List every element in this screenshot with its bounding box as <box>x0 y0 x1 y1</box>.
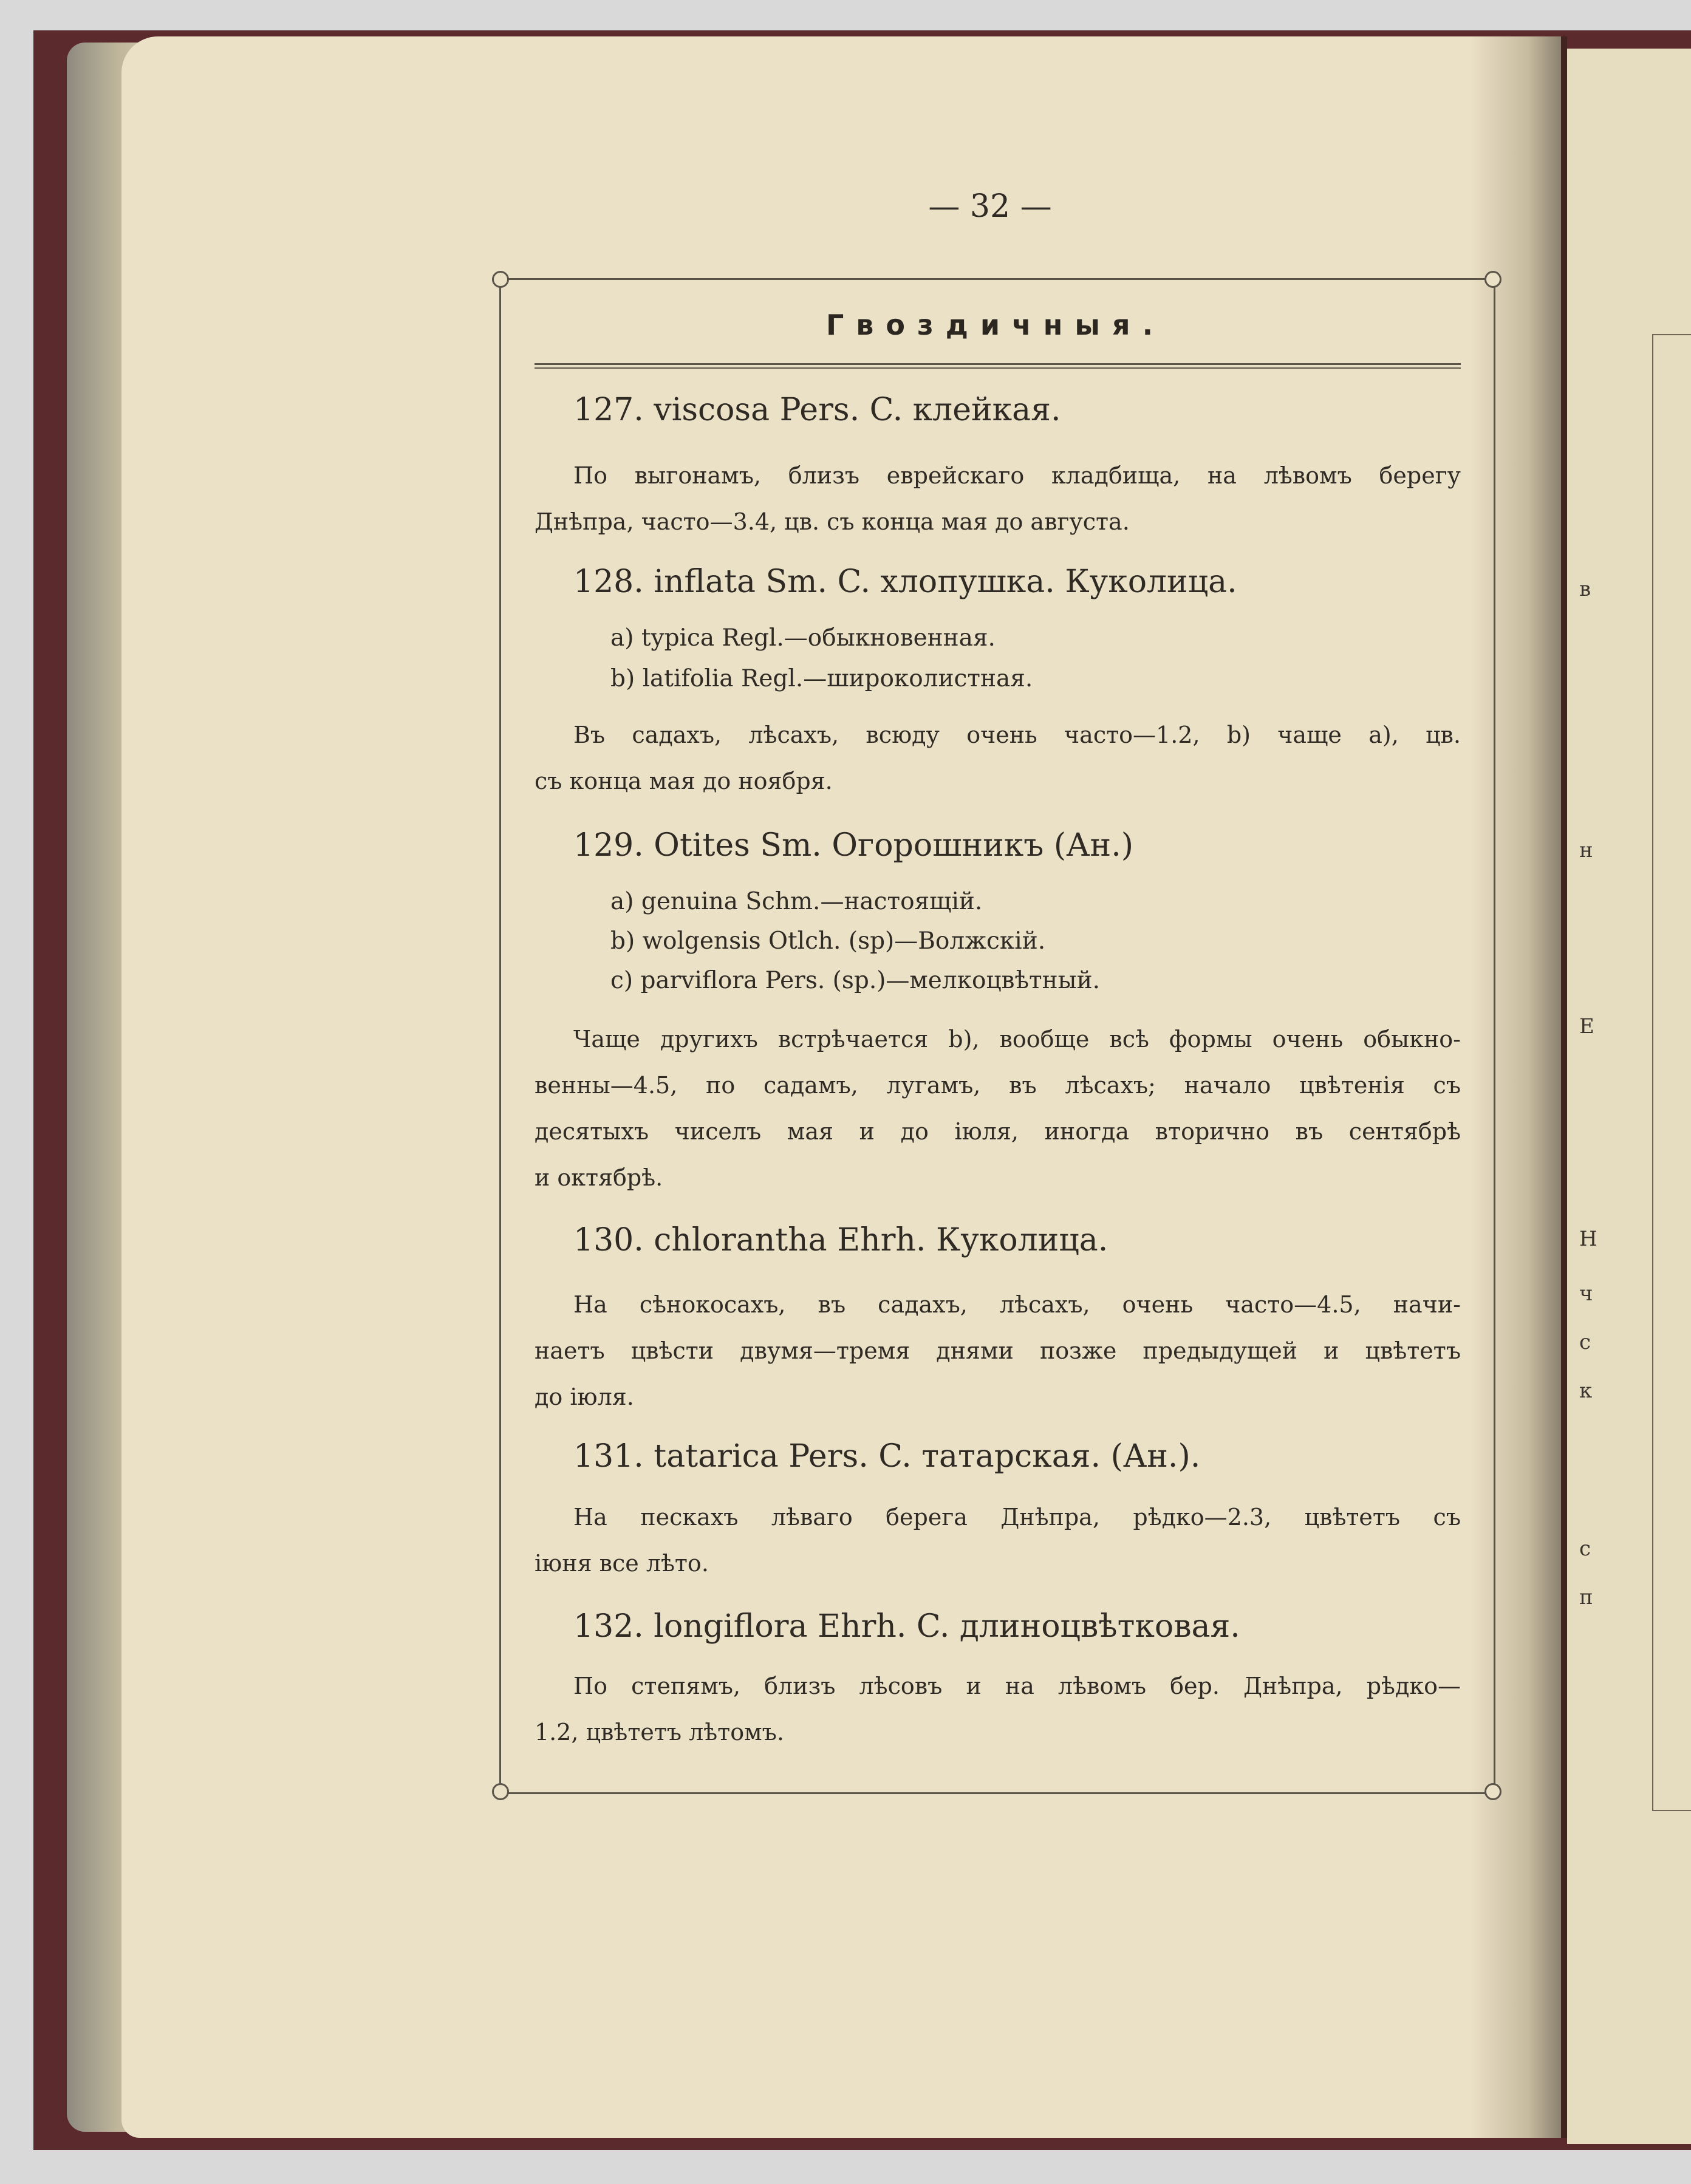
description-line: до іюля. <box>535 1384 634 1410</box>
description-line: Въ садахъ, лѣсахъ, всюду очень часто—1.2, b) чаще a), цв. <box>573 722 1461 748</box>
corner-ornament-icon <box>1484 271 1501 288</box>
description-line: десятыхъ чиселъ мая и до іюля, иногда вторично въ сентябрѣ <box>535 1118 1461 1145</box>
entry-description <box>535 452 1461 545</box>
entry-description <box>535 1663 1461 1755</box>
description-line: и октябрѣ. <box>535 1164 663 1191</box>
next-page-edge <box>1567 49 1691 2144</box>
description-line: венны—4.5, по садамъ, лугамъ, въ лѣсахъ; начало цвѣтенія съ <box>535 1072 1461 1099</box>
next-page-fragment: ч <box>1579 1281 1593 1306</box>
description-line: На пескахъ лѣваго берега Днѣпра, рѣдко—2.3, цвѣтетъ съ <box>573 1504 1461 1531</box>
next-page-fragment: п <box>1579 1585 1593 1609</box>
description-line: 1.2, цвѣтетъ лѣтомъ. <box>535 1719 784 1745</box>
next-page-frame-side <box>1652 334 1653 1810</box>
corner-ornament-icon <box>492 271 509 288</box>
corner-ornament-icon <box>492 1783 509 1800</box>
description-line: По выгонамъ, близъ еврейскаго кладбища, на лѣвомъ берегу <box>573 462 1461 489</box>
entry-variety: c) parviflora Pers. (sp.)—мелкоцвѣтный. <box>610 967 1101 994</box>
section-heading: Гвоздичныя. <box>825 309 1166 341</box>
description-line: наетъ цвѣсти двумя—тремя днями позже предыдущей и цвѣтетъ <box>535 1337 1461 1364</box>
heading-rule <box>535 363 1461 369</box>
entry-title: 130. chlorantha Ehrh. Куколица. <box>573 1222 1109 1258</box>
entry-variety: b) wolgensis Otlch. (sp)—Волжскій. <box>610 927 1046 955</box>
entry-description <box>535 712 1461 804</box>
entry-variety: a) genuina Schm.—настоящій. <box>610 888 983 915</box>
entry-variety: a) typica Regl.—обыкновенная. <box>610 624 996 652</box>
next-page-fragment: Е <box>1579 1014 1594 1039</box>
entry-description <box>535 1494 1461 1586</box>
next-page-fragment: с <box>1579 1330 1591 1354</box>
entry-title: 132. longiflora Ehrh. C. длиноцвѣтковая. <box>573 1608 1240 1645</box>
description-line: По степямъ, близъ лѣсовъ и на лѣвомъ бер. Днѣпра, рѣдко— <box>573 1673 1461 1699</box>
description-line: Чаще другихъ встрѣчается b), вообще всѣ формы очень обыкно- <box>573 1026 1461 1053</box>
next-page-fragment: к <box>1579 1379 1593 1403</box>
entry-title: 131. tatarica Pers. C. татарская. (Ан.). <box>573 1438 1201 1475</box>
entry-title: 127. viscosa Pers. C. клейкая. <box>573 392 1061 428</box>
next-page-fragment: н <box>1579 838 1593 862</box>
next-page-frame-bottom <box>1652 1810 1691 1811</box>
description-line: іюня все лѣто. <box>535 1550 709 1577</box>
next-page-frame-top <box>1652 334 1691 335</box>
entry-description <box>535 1281 1461 1420</box>
entry-description <box>535 1016 1461 1201</box>
corner-ornament-icon <box>1484 1783 1501 1800</box>
description-line: На сѣнокосахъ, въ садахъ, лѣсахъ, очень часто—4.5, начи- <box>573 1291 1461 1318</box>
description-line: Днѣпра, часто—3.4, цв. съ конца мая до августа. <box>535 508 1130 535</box>
page-number: — 32 — <box>928 188 1052 225</box>
description-line: съ конца мая до ноября. <box>535 768 833 794</box>
next-page-fragment: в <box>1579 577 1591 601</box>
next-page-fragment: с <box>1579 1537 1591 1561</box>
entry-variety: b) latifolia Regl.—широколистная. <box>610 665 1033 692</box>
entry-title: 128. inflata Sm. C. хлопушка. Куколица. <box>573 564 1237 600</box>
entry-title: 129. Otites Sm. Огорошникъ (Ан.) <box>573 827 1134 864</box>
next-page-fragment: Н <box>1579 1227 1597 1251</box>
